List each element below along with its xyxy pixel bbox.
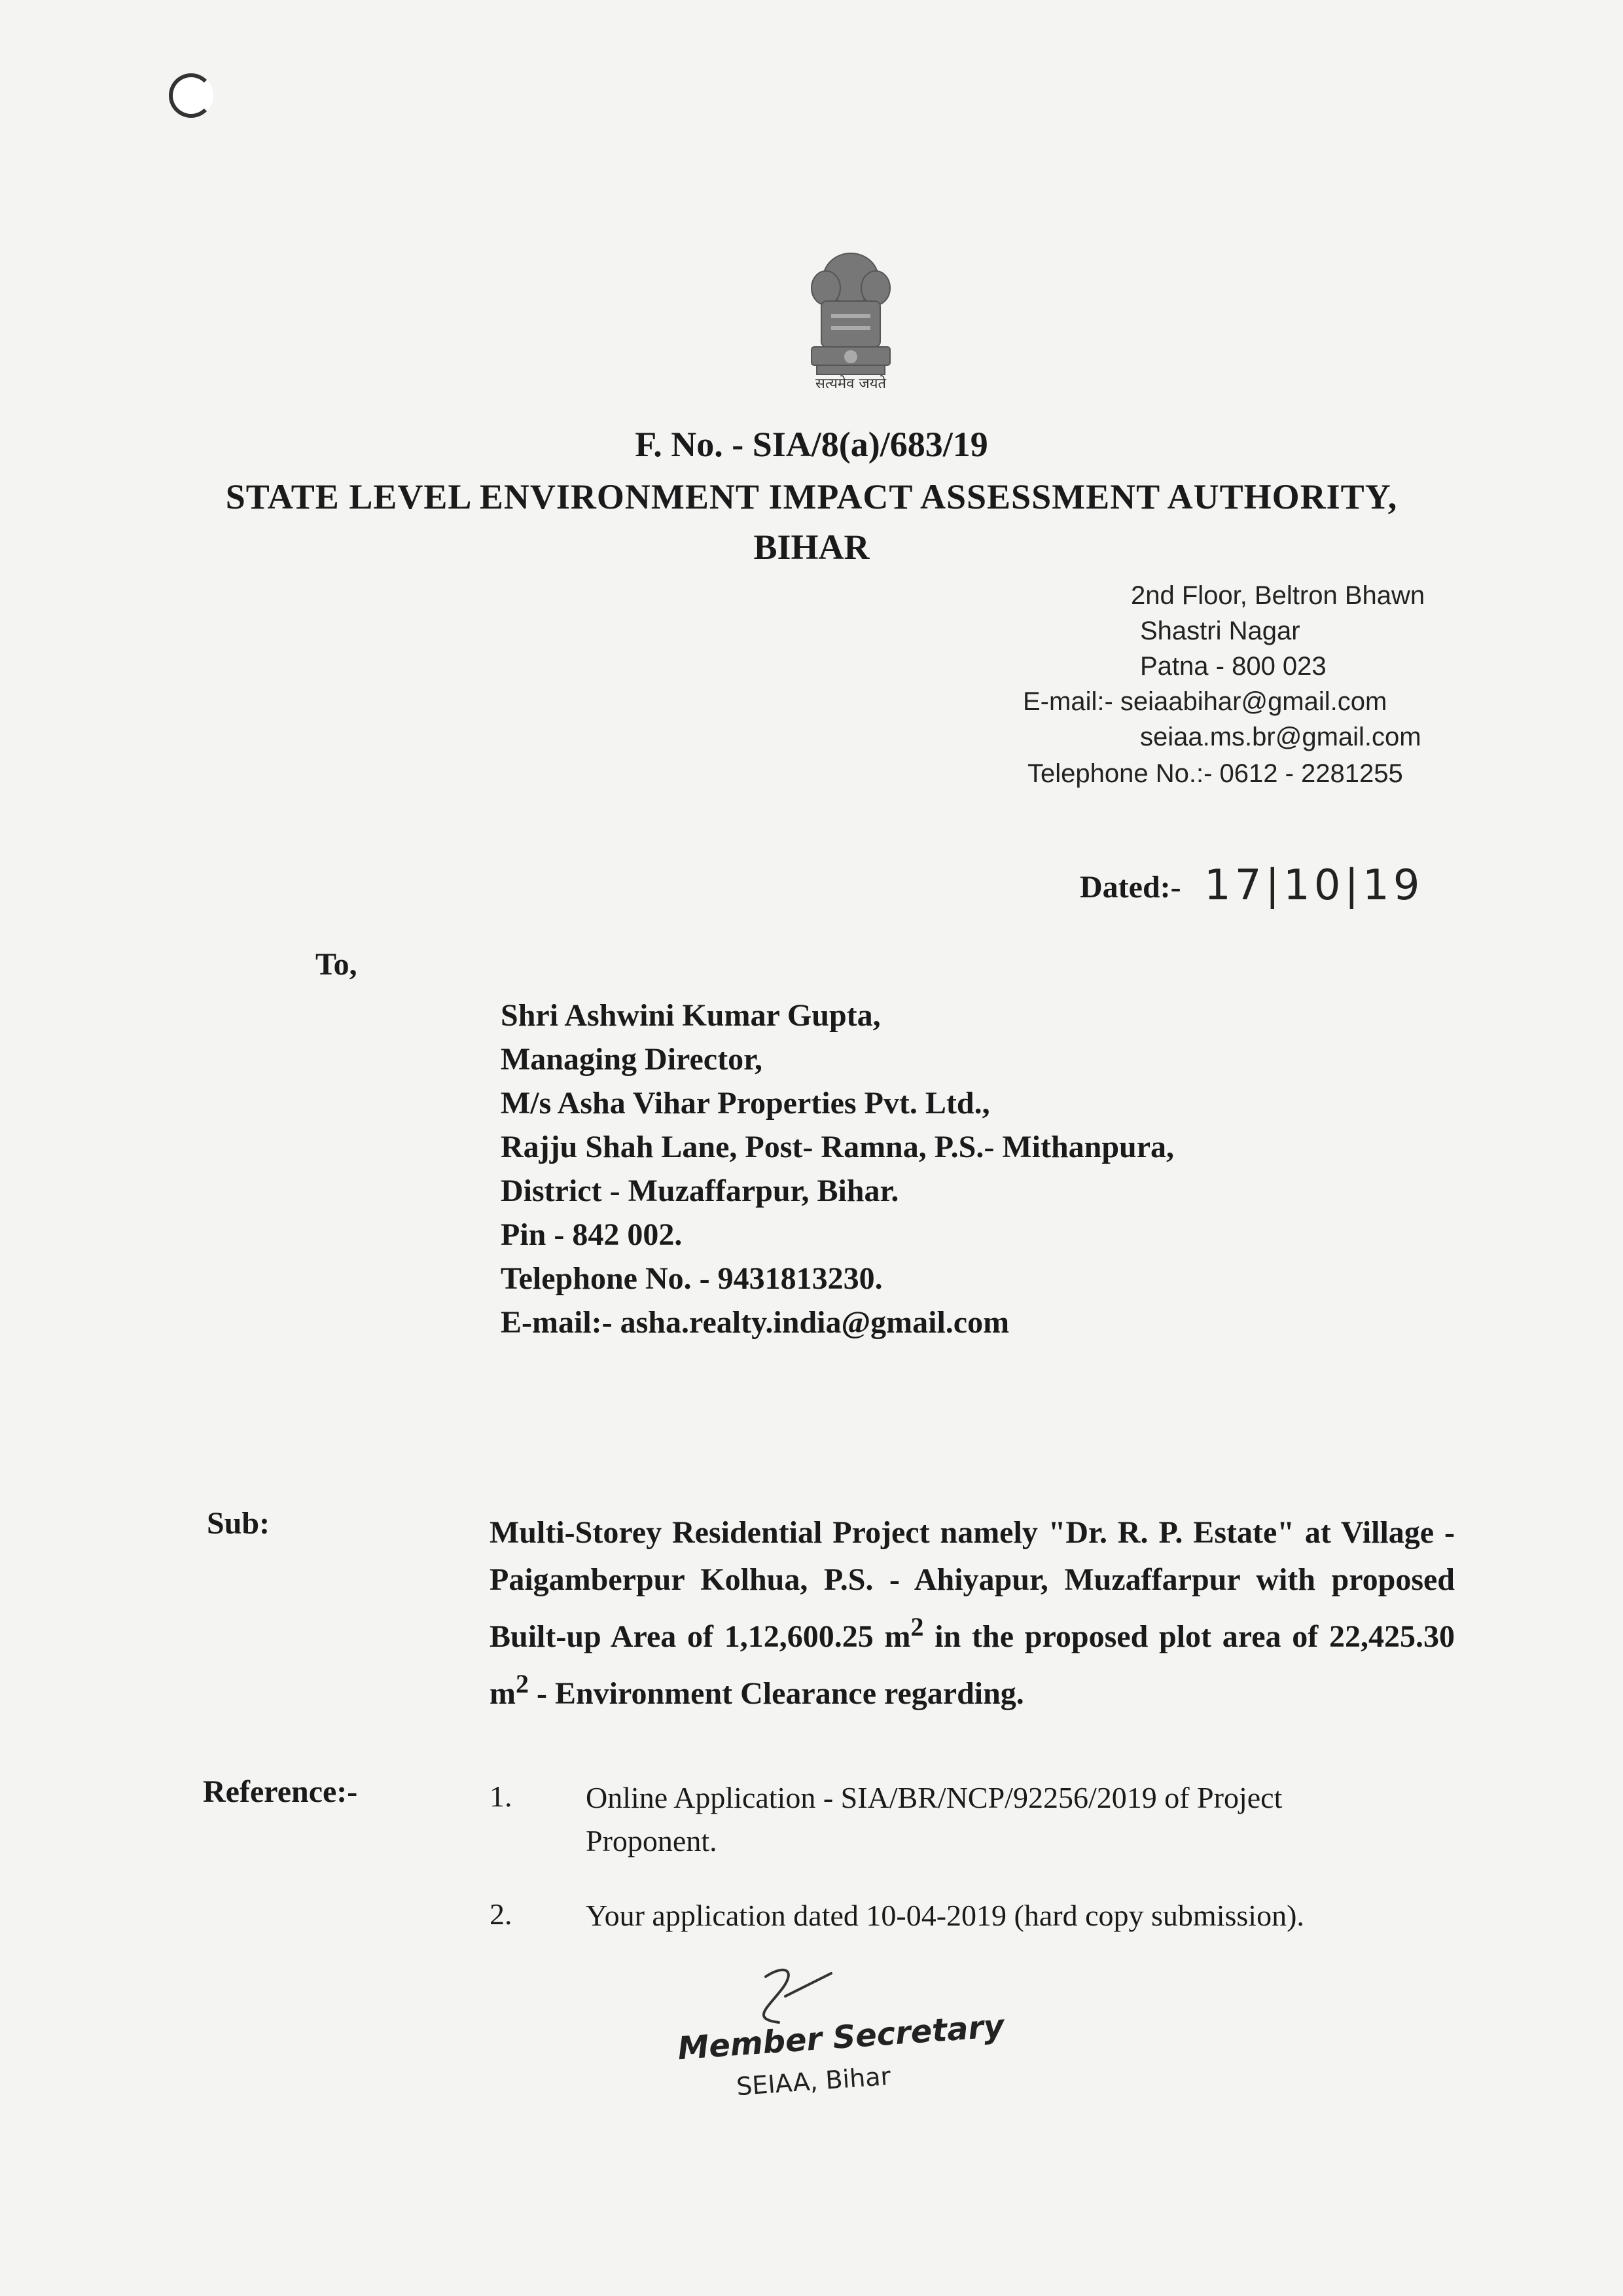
- authority-name: STATE LEVEL ENVIRONMENT IMPACT ASSESSMENT AUTHORITY,: [225, 477, 1398, 516]
- stamp-title: Member Secretary: [676, 2007, 1006, 2068]
- recipient-designation: Managing Director,: [501, 1042, 762, 1077]
- reference-item-2: Your application dated 10-04-2019 (hard copy submission).: [586, 1899, 1304, 1932]
- recipient-address-1: Rajju Shah Lane, Post- Ramna, P.S.- Mithanpura,: [501, 1130, 1175, 1164]
- address-line-1: 2nd Floor, Beltron Bhawn: [1131, 581, 1425, 610]
- reference-label: Reference:-: [203, 1774, 358, 1809]
- recipient-company: M/s Asha Vihar Properties Pvt. Ltd.,: [501, 1086, 990, 1121]
- address-email-1: E-mail:- seiaabihar@gmail.com: [1023, 687, 1387, 716]
- recipient-block: [501, 994, 1174, 1344]
- address-telephone: Telephone No.:- 0612 - 2281255: [1027, 759, 1403, 788]
- punch-hole: [169, 73, 213, 118]
- emblem-motto: सत्यमेव जयते: [815, 376, 887, 392]
- address-line-2: Shastri Nagar: [1140, 617, 1300, 645]
- to-label: To,: [315, 947, 357, 982]
- dated-label: Dated:-: [1080, 870, 1181, 905]
- recipient-pin: Pin - 842 002.: [501, 1217, 683, 1252]
- recipient-email: E-mail:- asha.realty.india@gmail.com: [501, 1305, 1010, 1340]
- subject-label: Sub:: [207, 1506, 270, 1541]
- recipient-address-2: District - Muzaffarpur, Bihar.: [501, 1174, 899, 1208]
- authority-state: BIHAR: [753, 528, 870, 567]
- recipient-telephone: Telephone No. - 9431813230.: [501, 1261, 883, 1296]
- dated-handwritten-value: 17|10|19: [1204, 861, 1424, 910]
- reference-item-1: Online Application - SIA/BR/NCP/92256/2019 of Project Proponent.: [586, 1781, 1283, 1857]
- file-number: F. No. - SIA/8(a)/683/19: [635, 425, 988, 464]
- subject-text: Multi-Storey Residential Project namely "Dr. R. P. Estate" at Village - Paigamberpur Kolhua, P.S. - Ahiyapur, Muzaffarpur with proposed Built-up Area of 1,12,600.25 $m^2$ in the proposed plot area of 22,425.30 $m^2$ - Environment Clearance regarding.: [490, 1515, 1455, 1711]
- reference-item-1-number: 1.: [490, 1780, 512, 1813]
- recipient-name: Shri Ashwini Kumar Gupta,: [501, 998, 881, 1033]
- address-line-3: Patna - 800 023: [1140, 652, 1327, 681]
- reference-item-2-number: 2.: [490, 1897, 512, 1931]
- stamp-org: SEIAA, Bihar: [735, 2061, 892, 2102]
- address-email-2: seiaa.ms.br@gmail.com: [1140, 723, 1421, 751]
